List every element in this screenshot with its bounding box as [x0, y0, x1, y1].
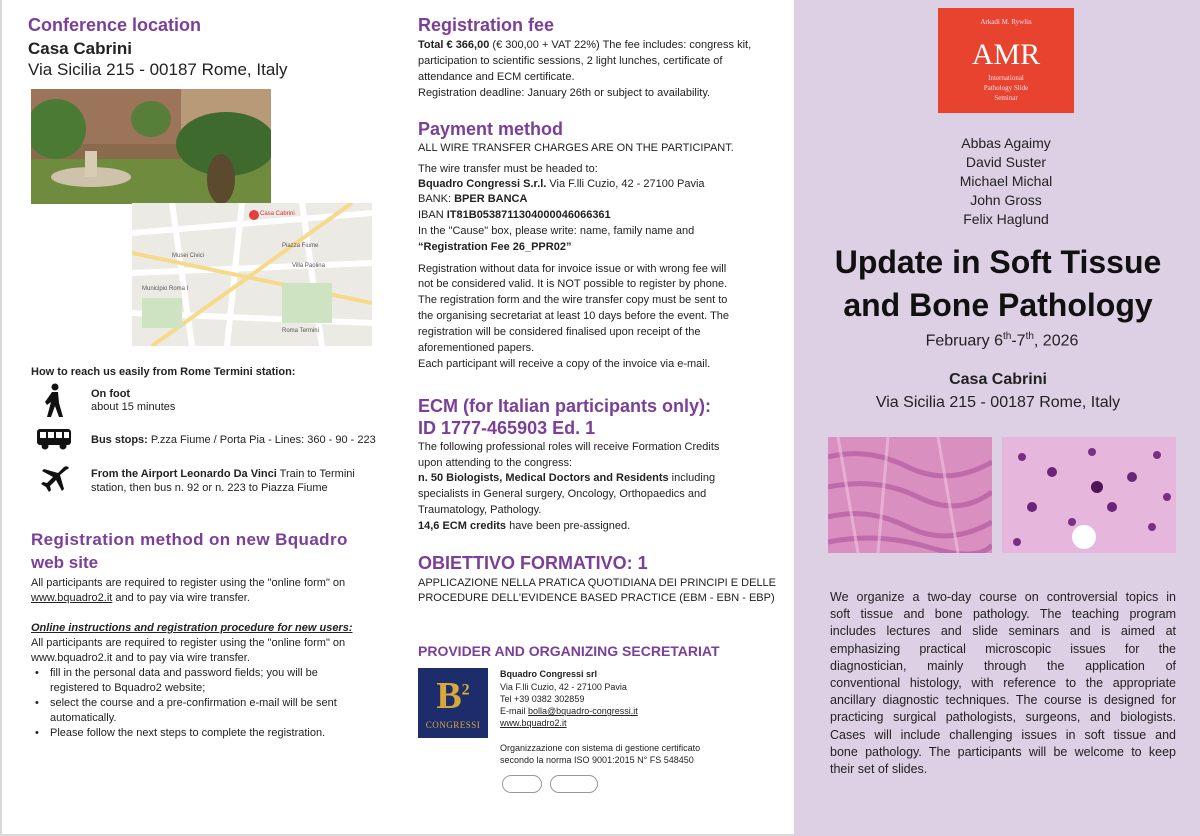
- instruction-bullet: Please follow the next steps to complete the registration.: [50, 727, 326, 739]
- conference-location-heading: Conference location: [28, 15, 202, 35]
- registration-fee-heading: Registration fee: [418, 15, 555, 35]
- ecm-credits-text: have been pre-assigned.: [506, 520, 631, 532]
- amr-logo-main: AMR: [971, 38, 1041, 71]
- ecm-line: [418, 471, 715, 487]
- description-line: practicing surgical pathologists, surgeons, and biologists.: [830, 710, 1176, 725]
- transport-heading: How to reach us easily from Rome Termini station:: [31, 366, 296, 378]
- faculty-member: Felix Haglund: [963, 211, 1049, 227]
- ecm-line: upon attending to the congress:: [418, 457, 573, 469]
- amr-logo-sub: Pathology Slide: [983, 84, 1029, 92]
- certification-badge-icon: [502, 775, 542, 793]
- payment-method-heading: Payment method: [418, 119, 564, 139]
- airport-detail: Train to Termini: [276, 468, 355, 480]
- fee-line-3: attendance and ECM certificate.: [418, 71, 575, 83]
- map-label: Casa Cabrini: [260, 211, 295, 217]
- ecm-including: including: [668, 472, 716, 484]
- fee-deadline: Registration deadline: January 26th or subject to availability.: [418, 87, 711, 99]
- bullet-dot: •: [35, 667, 39, 679]
- bullet-dot: •: [35, 697, 39, 709]
- iban-value: IT81B0538711304000046066361: [446, 209, 611, 221]
- iban-label: IBAN: [418, 209, 447, 221]
- payment-line: ALL WIRE TRANSFER CHARGES ARE ON THE PARTICIPANT.: [418, 142, 734, 154]
- histology-image-1: [828, 437, 992, 553]
- logo-b: B: [436, 675, 462, 717]
- ecm-line: The following professional roles will receive Formation Credits: [418, 441, 720, 453]
- description-line: Cases will include challenging issues in soft tissue and: [830, 727, 1176, 742]
- amr-logo-sub: Seminar: [994, 94, 1018, 102]
- ecm-credits-value: 14,6 ECM credits: [418, 520, 507, 532]
- date-sup: th: [1002, 331, 1012, 342]
- airport-info-line2: station, then bus n. 92 or n. 223 to Piazza Fiume: [91, 482, 328, 494]
- map-label: Roma Termini: [282, 328, 319, 334]
- description-line: emphasizing practical microscopic issues for the: [830, 641, 1176, 656]
- provider-cert-1: Organizzazione con sistema di gestione certificato: [500, 743, 701, 753]
- date-part: -7: [1011, 332, 1026, 350]
- description-line: their set of slides.: [830, 762, 928, 777]
- bquadro-logo: [418, 668, 488, 738]
- location-map: [132, 203, 372, 346]
- registration-method-heading-2: web site: [31, 553, 99, 572]
- obiettivo-line: PROCEDURE DELL'EVIDENCE BASED PRACTICE (EBM - EBN - EBP): [418, 592, 775, 604]
- obiettivo-heading: OBIETTIVO FORMATIVO: 1: [418, 553, 648, 573]
- fee-line-1-text: (€ 300,00 + VAT 22%) The fee includes: congress kit,: [489, 39, 752, 51]
- date-part: , 2026: [1033, 332, 1079, 350]
- cover-address: Via Sicilia 215 - 00187 Rome, Italy: [875, 394, 1121, 411]
- payee-name: Bquadro Congressi S.r.l.: [418, 178, 547, 190]
- airport-title: From the Airport Leonardo Da Vinci: [91, 468, 277, 480]
- venue-name: Casa Cabrini: [28, 39, 132, 58]
- provider-email-line: [500, 706, 638, 716]
- payment-note: The registration form and the wire transfer copy must be sent to: [418, 294, 728, 306]
- email-label: E-mail: [500, 706, 529, 716]
- course-description: [830, 589, 1176, 778]
- registration-method-heading: Registration method on new Bquadro: [31, 530, 348, 549]
- logo-caption: CONGRESSI: [425, 720, 481, 730]
- fee-line-1: [418, 38, 751, 54]
- map-label: Villa Paolina: [292, 263, 325, 269]
- walking-person-icon: [42, 383, 66, 419]
- course-title-line-2: and Bone Pathology: [843, 287, 1153, 323]
- faculty-list: [906, 134, 1106, 229]
- payment-iban: [418, 208, 611, 224]
- registration-method-p1b: [31, 591, 250, 607]
- bus-stops-title: Bus stops:: [91, 434, 148, 446]
- map-label: Municipio Roma I: [142, 286, 189, 292]
- bus-stops-detail: P.zza Fiume / Porta Pia - Lines: 360 - 90 - 223: [147, 434, 376, 446]
- course-title-line-1: Update in Soft Tissue: [834, 244, 1162, 280]
- obiettivo-line: APPLICAZIONE NELLA PRATICA QUOTIDIANA DEI PRINCIPI E DELLE: [418, 577, 777, 589]
- registration-method-p1: All participants are required to register using the "online form" on: [31, 577, 346, 589]
- faculty-member: Michael Michal: [959, 173, 1053, 189]
- description-line: conventional histology, with reference to the appropriate: [830, 676, 1176, 691]
- description-line: bone pathology. The participants will be welcome to keep: [830, 744, 1176, 759]
- description-line: We organize a two-day course on controversial topics in: [830, 590, 1176, 604]
- provider-email-link[interactable]: bolla@bquadro-congressi.it: [528, 706, 638, 716]
- logo-letter: [418, 674, 488, 718]
- ecm-line: Traumatology, Pathology.: [418, 504, 542, 516]
- faculty-member: David Suster: [965, 154, 1047, 170]
- bus-stops-info: [91, 433, 376, 449]
- payee-address: Via F.lli Cuzio, 42 - 27100 Pavia: [546, 178, 705, 190]
- payment-line: In the "Cause" box, please write: name, family name and: [418, 225, 695, 237]
- payment-note: registration will be considered finalised upon receipt of the: [418, 326, 701, 338]
- venue-garden-photo: [31, 89, 271, 204]
- logo-sup: 2: [461, 681, 470, 699]
- description-line: ancillary diagnostic techniques. The course is designed for: [830, 693, 1176, 708]
- payment-line: [418, 177, 705, 193]
- instruction-bullet: fill in the personal data and password fields; you will be: [50, 667, 318, 679]
- map-label: Musei Civici: [172, 253, 205, 259]
- provider-cert-2: secondo la norma ISO 9001:2015 N° FS 548450: [500, 755, 694, 765]
- brochure-page: [2, 0, 1198, 834]
- course-date: [802, 331, 1200, 350]
- amr-logo-sub: International: [988, 74, 1024, 82]
- provider-web-link[interactable]: www.bquadro2.it: [500, 718, 567, 728]
- map-label: Piazza Fiume: [282, 243, 319, 249]
- provider-name: Bquadro Congressi srl: [500, 669, 598, 679]
- provider-heading: PROVIDER AND ORGANIZING SECRETARIAT: [418, 643, 720, 659]
- provider-address: Via F.lli Cuzio, 42 - 27100 Pavia: [500, 682, 627, 692]
- date-part: February 6: [925, 332, 1003, 350]
- cover-venue: Casa Cabrini: [949, 371, 1047, 388]
- on-foot-detail: about 15 minutes: [91, 401, 176, 413]
- faculty-member: Abbas Agaimy: [961, 135, 1051, 151]
- amr-logo: [938, 8, 1074, 113]
- instruction-bullet: select the course and a pre-confirmation e-mail will be sent: [50, 697, 337, 709]
- faculty-member: John Gross: [970, 192, 1042, 208]
- histology-image-2: [1002, 437, 1176, 553]
- provider-tel: Tel +39 0382 302859: [500, 694, 585, 704]
- payment-line: The wire transfer must be headed to:: [418, 163, 598, 175]
- bus-icon: [36, 428, 72, 450]
- payment-cause: “Registration Fee 26_PPR02”: [418, 241, 572, 253]
- payment-note: not be considered valid. It is NOT possible to register by phone.: [418, 278, 728, 290]
- bquadro-website-link[interactable]: www.bquadro2.it: [31, 592, 113, 604]
- description-line: soft tissue and bone pathology. The teaching program: [830, 607, 1176, 622]
- bank-label: BANK:: [418, 193, 455, 205]
- airplane-icon: [39, 462, 71, 494]
- bank-name: BPER BANCA: [454, 193, 528, 205]
- certification-badge-icon: [550, 775, 598, 793]
- instruction-bullet-cont: automatically.: [50, 712, 117, 724]
- date-sup: th: [1025, 331, 1034, 342]
- description-line: includes lectures and slide seminars and is aimed at: [830, 624, 1176, 639]
- fee-total: Total € 366,00: [418, 39, 490, 51]
- description-line: diagnostician, mainly through the application of: [830, 658, 1176, 673]
- ecm-id-heading: ID 1777-465903 Ed. 1: [418, 418, 596, 438]
- payment-note: Each participant will receive a copy of the invoice via e-mail.: [418, 358, 711, 370]
- online-instructions-p2: www.bquadro2.it and to pay via wire transfer.: [31, 652, 250, 664]
- on-foot-title: On foot: [91, 388, 131, 400]
- instruction-bullet-cont: registered to Bquadro2 website;: [50, 682, 206, 694]
- ecm-line: specialists in General surgery, Oncology, Orthopaedics and: [418, 488, 707, 500]
- fee-line-2: participation to scientific sessions, 2 light lunches, certificate of: [418, 55, 723, 67]
- payment-note: Registration without data for invoice issue or with wrong fee will: [418, 263, 727, 275]
- payment-note: the organising secretariat at least 10 days before the event. The: [418, 310, 730, 322]
- payment-bank: [418, 192, 527, 208]
- bullet-dot: •: [35, 727, 39, 739]
- venue-address: Via Sicilia 215 - 00187 Rome, Italy: [28, 60, 288, 79]
- online-instructions-subheading: Online instructions and registration procedure for new users:: [31, 622, 353, 634]
- registration-method-p1-end: and to pay via wire transfer.: [112, 592, 250, 604]
- online-instructions-p1: All participants are required to register using the "online form" on: [31, 637, 346, 649]
- ecm-heading: ECM (for Italian participants only):: [418, 396, 712, 416]
- ecm-roles: n. 50 Biologists, Medical Doctors and Residents: [418, 472, 669, 484]
- amr-logo-top: Arkadi M. Rywlin: [980, 18, 1032, 26]
- ecm-credits: [418, 519, 630, 535]
- payment-note: aforementioned papers.: [418, 342, 535, 354]
